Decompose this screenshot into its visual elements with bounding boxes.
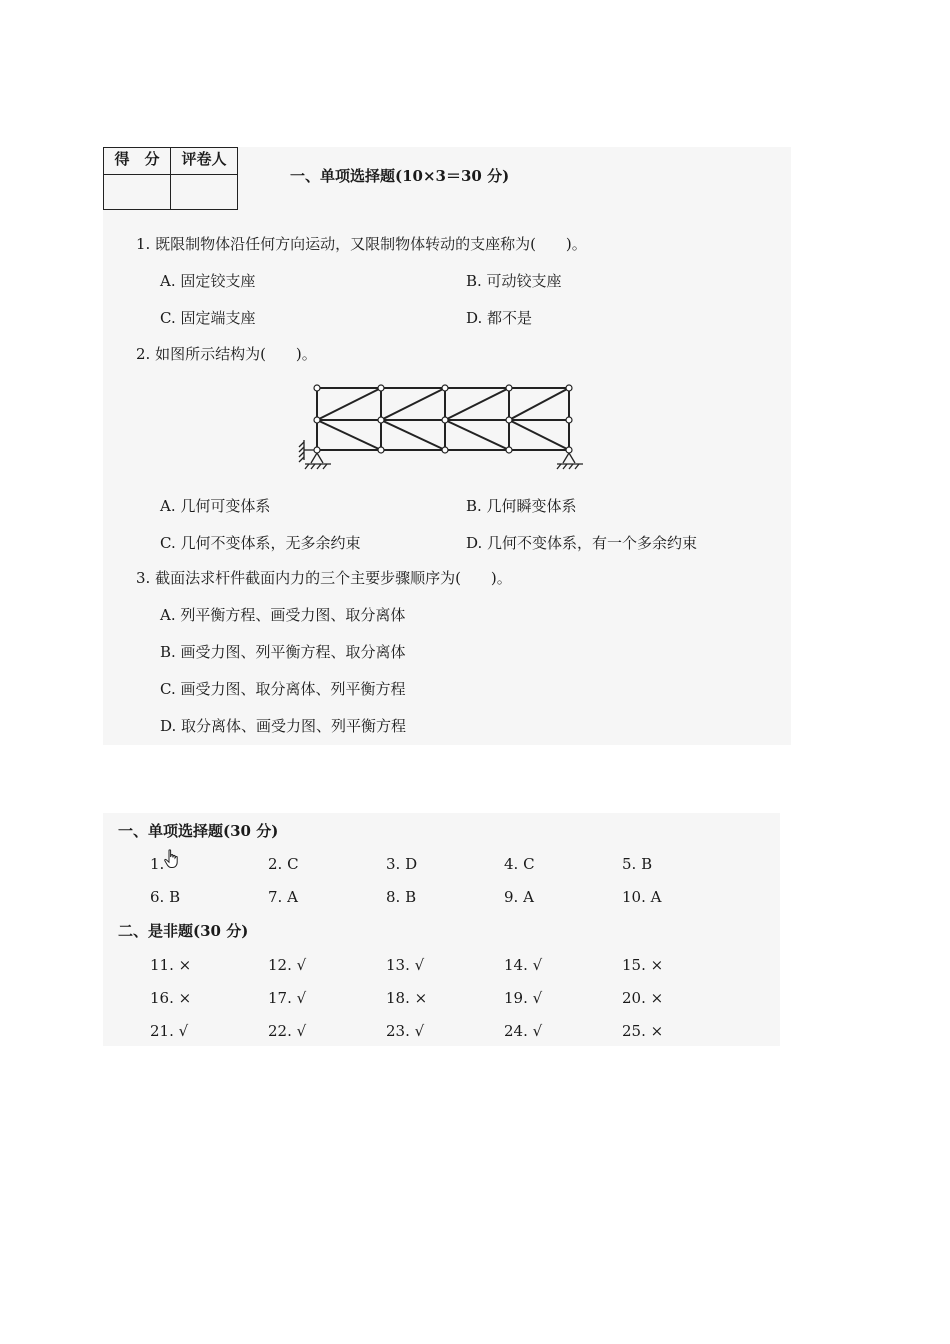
answer-cell: 25. × bbox=[622, 1022, 664, 1040]
answer-cell: 19. √ bbox=[504, 989, 543, 1007]
question-1-stem: 1. 既限制物体沿任何方向运动，又限制物体转动的支座称为( )。 bbox=[136, 235, 587, 253]
question-2-option-b: B. 几何瞬变体系 bbox=[466, 497, 577, 515]
section-title: 一、单项选择题(10×3＝30 分) bbox=[290, 167, 510, 185]
left-support-icon bbox=[299, 440, 331, 469]
answer-cell: 1. bbox=[150, 855, 165, 873]
answer-cell: 18. × bbox=[386, 989, 428, 1007]
grader-header: 评卷人 bbox=[171, 148, 238, 175]
answer-cell: 3. D bbox=[386, 855, 418, 873]
answer-cell: 6. B bbox=[150, 888, 181, 906]
score-table bbox=[103, 147, 238, 210]
question-2-option-a: A. 几何可变体系 bbox=[160, 497, 271, 515]
question-3-stem: 3. 截面法求杆件截面内力的三个主要步骤顺序为( )。 bbox=[136, 569, 512, 587]
question-2-stem: 2. 如图所示结构为( )。 bbox=[136, 345, 317, 363]
question-3-option-a: A. 列平衡方程、画受力图、取分离体 bbox=[160, 606, 406, 624]
truss-structure-diagram bbox=[290, 380, 590, 475]
answer-cell: 21. √ bbox=[150, 1022, 189, 1040]
answer-cell: 7. A bbox=[268, 888, 298, 906]
answer-cell: 23. √ bbox=[386, 1022, 425, 1040]
question-2-option-d: D. 几何不变体系，有一个多余约束 bbox=[466, 534, 698, 552]
answer-cell: 15. × bbox=[622, 956, 664, 974]
answer-cell: 11. × bbox=[150, 956, 192, 974]
question-1-option-b: B. 可动铰支座 bbox=[466, 272, 562, 290]
question-1-option-a: A. 固定铰支座 bbox=[160, 272, 256, 290]
score-cell[interactable] bbox=[104, 175, 171, 210]
answer-cell: 8. B bbox=[386, 888, 417, 906]
question-3-option-d: D. 取分离体、画受力图、列平衡方程 bbox=[160, 717, 407, 735]
answer-cell: 22. √ bbox=[268, 1022, 307, 1040]
question-2-option-c: C. 几何不变体系，无多余约束 bbox=[160, 534, 361, 552]
answer-cell: 12. √ bbox=[268, 956, 307, 974]
answer-cell: 4. C bbox=[504, 855, 535, 873]
answer-cell: 5. B bbox=[622, 855, 653, 873]
question-1-option-c: C. 固定端支座 bbox=[160, 309, 256, 327]
hand-cursor-icon bbox=[163, 849, 179, 869]
answer-cell: 9. A bbox=[504, 888, 534, 906]
answer-cell: 14. √ bbox=[504, 956, 543, 974]
answer-cell: 17. √ bbox=[268, 989, 307, 1007]
answer-cell: 20. × bbox=[622, 989, 664, 1007]
right-support-icon bbox=[557, 453, 583, 469]
answer-cell: 10. A bbox=[622, 888, 662, 906]
question-3-option-c: C. 画受力图、取分离体、列平衡方程 bbox=[160, 680, 406, 698]
answer-cell: 16. × bbox=[150, 989, 192, 1007]
answer-cell: 2. C bbox=[268, 855, 299, 873]
answers-part1-title: 一、单项选择题(30 分) bbox=[118, 822, 279, 840]
grader-cell[interactable] bbox=[171, 175, 238, 210]
answer-cell: 24. √ bbox=[504, 1022, 543, 1040]
score-header: 得 分 bbox=[104, 148, 171, 175]
answer-cell: 13. √ bbox=[386, 956, 425, 974]
question-3-option-b: B. 画受力图、列平衡方程、取分离体 bbox=[160, 643, 406, 661]
answers-part2-title: 二、是非题(30 分) bbox=[118, 922, 249, 940]
question-1-option-d: D. 都不是 bbox=[466, 309, 533, 327]
